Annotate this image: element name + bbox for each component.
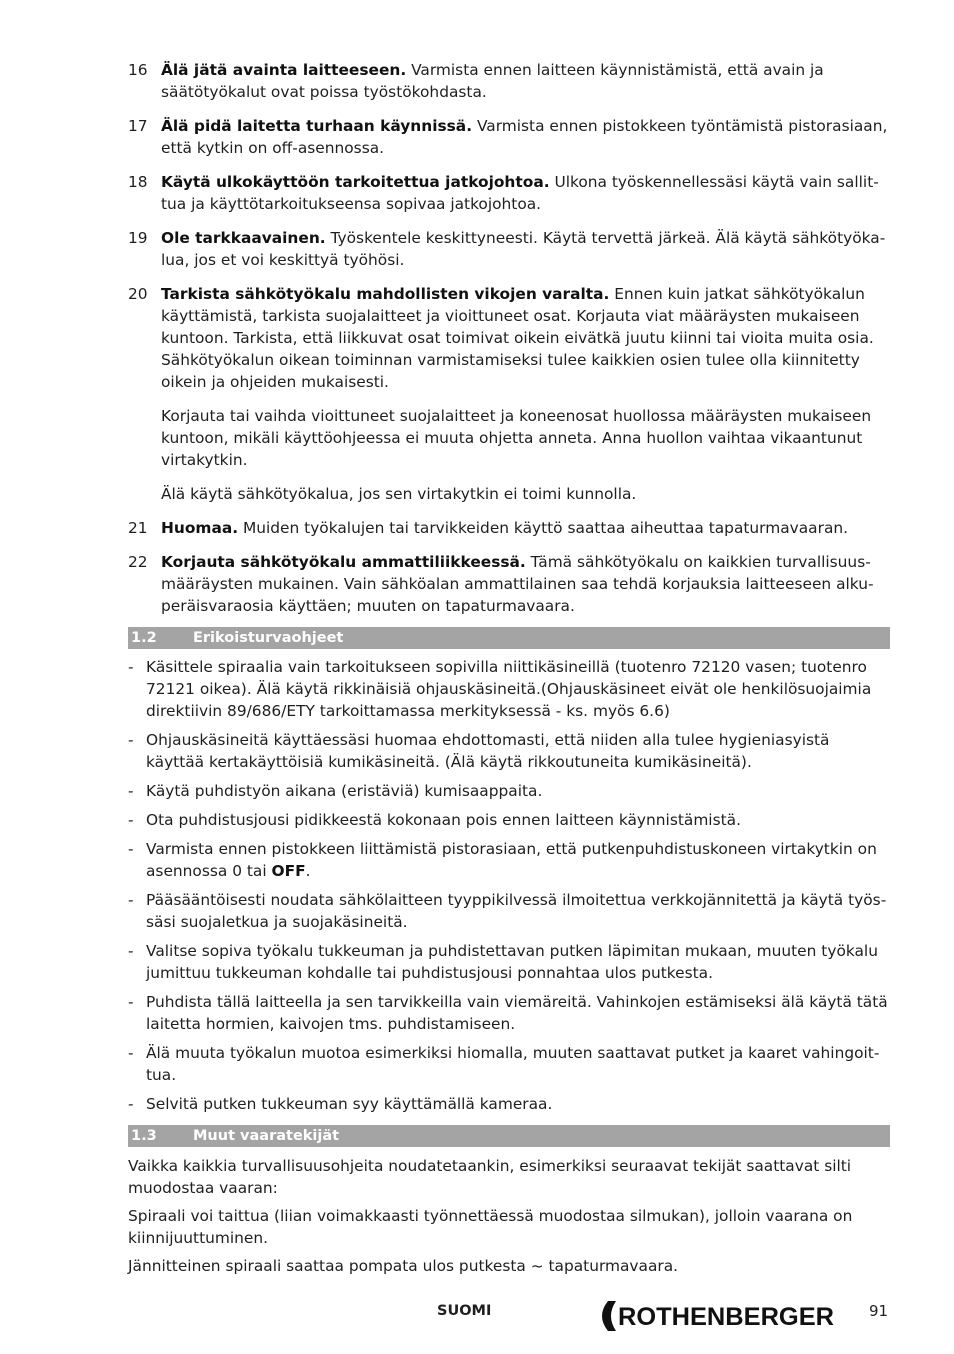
list-item: 20 Tarkista sähkötyökalu mahdollisten vikojen varalta. Ennen kuin jatkat sähkötyökalun käyttämistä, tarkista suojalaitteet ja vioittuneet osat. Korjauta viat määräysten mukaiseen kuntoon. Tarkista, että liikkuvat osat toimivat oikein eivätkä juutu kiinni tai vioita muita osia. Sähkötyökalun oikean toiminnan varmistamiseksi tulee kaikkien osien tulee olla kiinnitetty oikein ja ohjeiden mukaisesti. Korjauta tai vaihda vioittuneet suojalaitteet ja koneenosat huollossa määräysten mukaiseen kuntoon, mikäli käyttöohjeessa ei muuta ohjetta anneta. Anna huollon vaihtaa vikaantunut virtakytkin. Älä käytä sähkötyökalua, jos sen virtakytkin ei toimi kunnolla. [128, 283, 890, 505]
page-footer [0, 1294, 954, 1338]
bullet-item: - Käsittele spiraalia vain tarkoitukseen sopivilla niittikäsineillä (tuotenro 72120 vasen; tuotenro 72121 oikea). Älä käytä rikkinäisiä ohjauskäsineitä.(Ohjauskäsineet eivät ole henkilösuojaimia direktiivin 89/686/ETY tarkoittamassa merkityksessä - ks. myös 6.6) [128, 658, 872, 720]
paragraph: Jännitteinen spiraali saattaa pompata ulos putkesta ~ tapaturmavaara. [128, 1257, 679, 1275]
bullet-item: - Ota puhdistusjousi pidikkeestä kokonaan pois ennen laitteen käynnistämistä. [128, 811, 741, 829]
document-body [128, 59, 890, 1283]
language-label: SUOMI [437, 1303, 492, 1319]
list-item: 17 Älä pidä laitetta turhaan käynnissä. Varmista ennen pistokkeen työntämistä pistorasiaan, että kytkin on off-asennossa. [128, 117, 888, 157]
paragraph: Korjauta tai vaihda vioittuneet suojalaitteet ja koneenosat huollossa määräysten mukaiseen kuntoon, mikäli käyttöohjeessa ei muuta ohjetta anneta. Anna huollon vaihtaa vikaantunut virtakytkin. [161, 407, 872, 469]
paragraph: Tarkista sähkötyökalu mahdollisten vikojen varalta. Ennen kuin jatkat sähkötyökalun käyttämistä, tarkista suojalaitteet ja vioittuneet osat. Korjauta viat määräysten mukaiseen kuntoon. Tarkista, että liikkuvat osat toimivat oikein eivätkä juutu kiinni tai vioita muita osia. Sähkötyökalun oikean toiminnan varmistamiseksi tulee kaikkien osien tulee olla kiinnitetty oikein ja ohjeiden mukaisesti. [161, 285, 874, 391]
list-item: 18 Käytä ulkokäyttöön tarkoitettua jatkojohtoa. Ulkona työskennellessäsi käytä vain sallittua ja käyttötarkoitukseensa sopivaa jatkojohtoa. [128, 173, 879, 213]
section-heading: 1.2 Erikoisturvaohjeet [128, 627, 890, 649]
rothenberger-logo [594, 1296, 839, 1336]
bullet-item: - Puhdista tällä laitteella ja sen tarvikkeilla vain viemäreitä. Vahinkojen estämiseksi älä käytä tätä laitetta hormien, kaivojen tms. puhdistamiseen. [128, 993, 888, 1033]
list-item: 21 Huomaa. Muiden työkalujen tai tarvikkeiden käyttö saattaa aiheuttaa tapaturmavaaran. [128, 519, 849, 537]
list-item: 22 Korjauta sähkötyökalu ammattiliikkeessä. Tämä sähkötyökalu on kaikkien turvallisuusmääräysten mukainen. Vain sähköalan ammattilainen saa tehdä korjauksia laitteeseen alkuperäisvaraosia käyttäen; muuten on tapaturmavaara. [128, 553, 874, 615]
svg-text:ROTHENBERGER: ROTHENBERGER [618, 1303, 834, 1331]
bullet-item: - Käytä puhdistyön aikana (eristäviä) kumisaappaita. [128, 782, 543, 800]
paragraph: Älä käytä sähkötyökalua, jos sen virtakytkin ei toimi kunnolla. [161, 485, 637, 503]
page-number: 91 [869, 1302, 889, 1320]
bullet-item: - Älä muuta työkalun muotoa esimerkiksi hiomalla, muuten saattavat putket ja kaaret vahingoittua. [128, 1044, 880, 1084]
paragraph: Vaikka kaikkia turvallisuusohjeita noudatetaankin, esimerkiksi seuraavat tekijät saattavat silti muodostaa vaaran: [128, 1157, 852, 1197]
list-item: 19 Ole tarkkaavainen. Työskentele keskittyneesti. Käytä tervettä järkeä. Älä käytä sähkötyökalua, jos et voi keskittyä työhösi. [128, 229, 886, 269]
bullet-item: - Ohjauskäsineitä käyttäessäsi huomaa ehdottomasti, että niiden alla tulee hygieniasyistä käyttää kertakäyttöisiä kumikäsineitä. (Älä käytä rikkoutuneita kumikäsineitä). [128, 731, 830, 771]
paragraph: Spiraali voi taittua (liian voimakkaasti työnnettäessä muodostaa silmukan), jolloin vaarana on kiinnijuuttuminen. [128, 1207, 853, 1247]
section-heading: 1.3 Muut vaaratekijät [128, 1125, 890, 1147]
bullet-item: - Selvitä putken tukkeuman syy käyttämällä kameraa. [128, 1095, 553, 1113]
bullet-item: - Valitse sopiva työkalu tukkeuman ja puhdistettavan putken läpimitan mukaan, muuten työkalu jumittuu tukkeuman kohdalle tai puhdistusjousi ponnahtaa ulos putkesta. [128, 942, 878, 982]
list-item: 16 Älä jätä avainta laitteeseen. Varmista ennen laitteen käynnistämistä, että avain ja säätötyökalut ovat poissa työstökohdasta. [128, 61, 824, 101]
bullet-item: - Pääsääntöisesti noudata sähkölaitteen tyyppikilvessä ilmoitettua verkkojännitettä ja käytä työssäsi suojaletkua ja suojakäsineitä. [128, 891, 887, 931]
bullet-item: - Varmista ennen pistokkeen liittämistä pistorasiaan, että putkenpuhdistuskoneen virtakytkin on asennossa 0 tai OFF. [128, 840, 877, 880]
